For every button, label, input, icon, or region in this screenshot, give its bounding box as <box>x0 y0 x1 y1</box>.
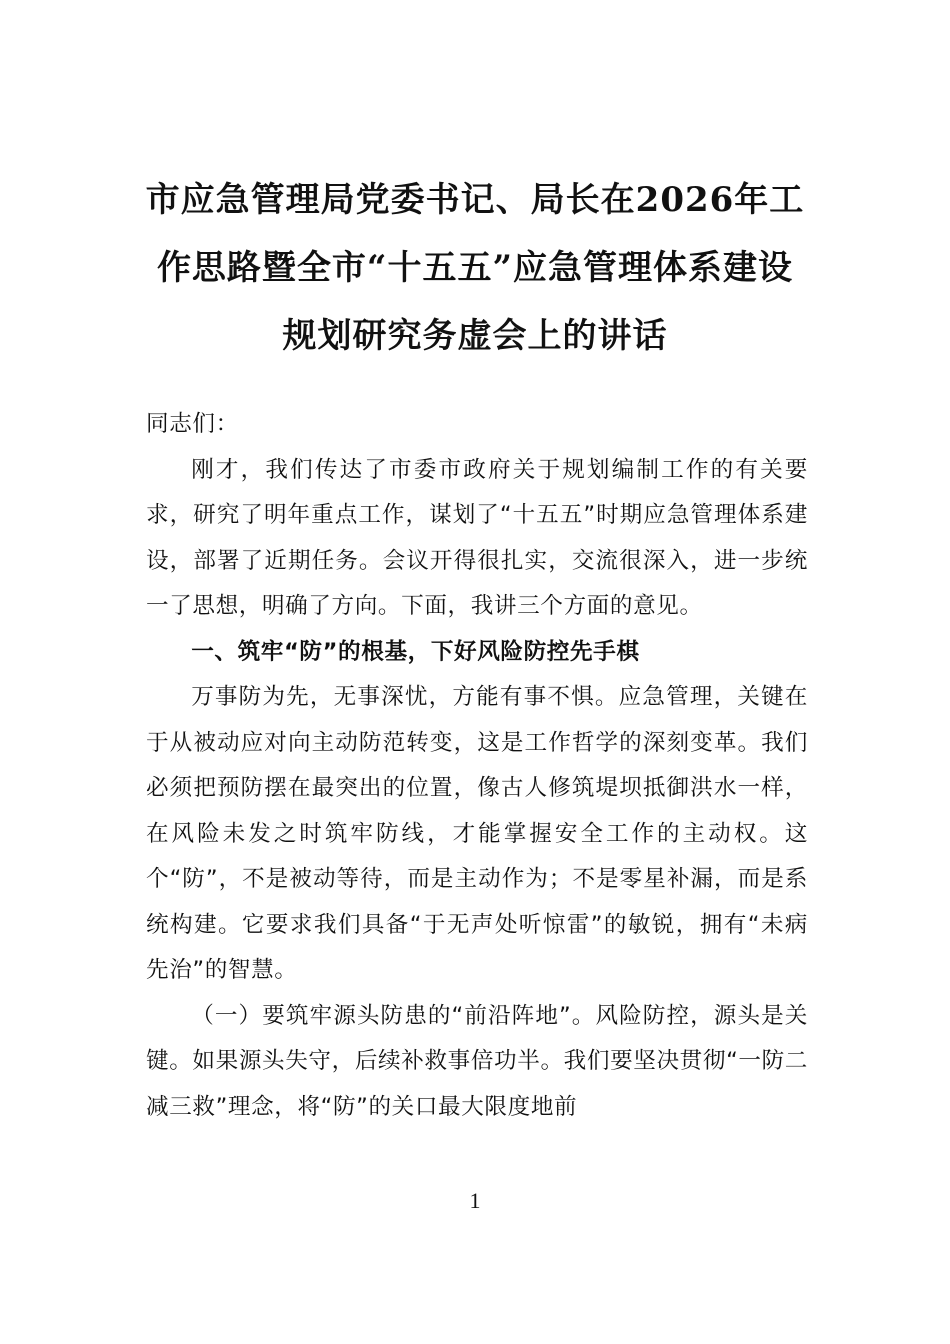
intro-paragraph: 刚才，我们传达了市委市政府关于规划编制工作的有关要求，研究了明年重点工作，谋划了“十五五”时期应急管理体系建设，部署了近期任务。会议开得很扎实，交流很深入，进一步统一了思想，明确了方向。下面，我讲三个方面的意见。 <box>146 456 808 619</box>
section-1-heading: 一、筑牢“防”的根基，下好风险防控先手棋 <box>191 638 640 665</box>
document-body <box>146 402 808 1130</box>
document-title: 市应急管理局党委书记、局长在2026年工作思路暨全市“十五五”应急管理体系建设规划研究务虚会上的讲话 <box>145 180 805 356</box>
salutation: 同志们： <box>146 411 239 437</box>
subsection-1-paragraph: （一）要筑牢源头防患的“前沿阵地”。风险防控，源头是关键。如果源头失守，后续补救事倍功半。我们要坚决贯彻“一防二减三救”理念，将“防”的关口最大限度地前 <box>146 1002 808 1120</box>
section-1-paragraph: 万事防为先，无事深忧，方能有事不惧。应急管理，关键在于从被动应对向主动防范转变，这是工作哲学的深刻变革。我们必须把预防摆在最突出的位置，像古人修筑堤坝抵御洪水一样，在风险未发之时筑牢防线，才能掌握安全工作的主动权。这个“防”，不是被动等待，而是主动作为；不是零星补漏，而是系统构建。它要求我们具备“于无声处听惊雷”的敏锐，拥有“未病先治”的智慧。 <box>146 684 808 983</box>
page-number: 1 <box>469 1188 481 1213</box>
